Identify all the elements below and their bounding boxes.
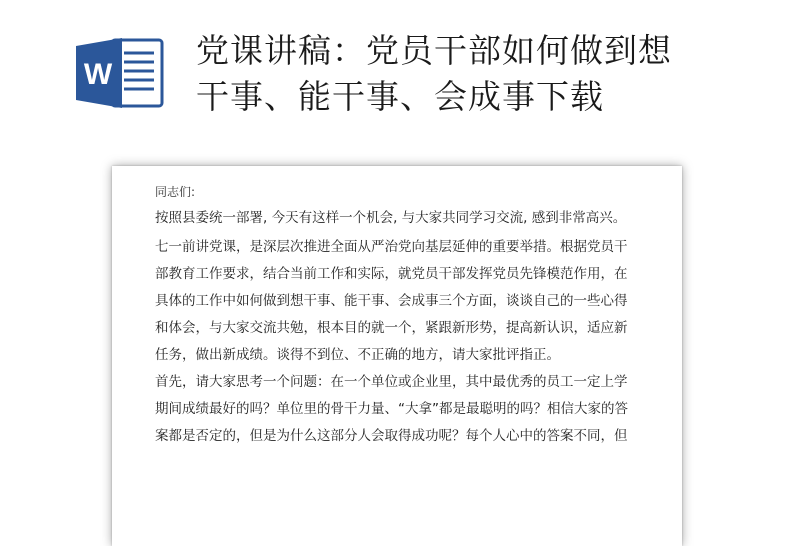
- paragraph-line: 案都是否定的，但是为什么这部分人会取得成功呢？每个人心中的答案不同，但: [155, 428, 628, 444]
- document-body: [155, 184, 651, 450]
- page-title: [196, 28, 756, 120]
- word-icon-letter: W: [83, 58, 113, 91]
- paragraph-1: [155, 208, 651, 228]
- word-document-icon: [72, 36, 164, 110]
- paragraph-2: [155, 234, 651, 369]
- paragraph-line: 部教育工作要求，结合当前工作和实际，就党员干部发挥党员先锋模范作用，在: [155, 266, 628, 282]
- page-title-line-1: 党课讲稿：党员干部如何做到想: [196, 31, 672, 70]
- paragraph-line: 首先，请大家思考一个问题：在一个单位或企业里，其中最优秀的员工一定上学: [155, 374, 628, 390]
- paragraph-line: 和体会，与大家交流共勉，根本目的就一个，紧跟新形势，提高新认识，适应新: [155, 320, 628, 336]
- header: [0, 0, 800, 150]
- paragraph-line: 按照县委统一部署, 今天有这样一个机会, 与大家共同学习交流, 感到非常高兴。: [155, 210, 627, 226]
- paragraph-line: 任务，做出新成绩。谈得不到位、不正确的地方，请大家批评指正。: [155, 347, 560, 363]
- paragraph-line: 具体的工作中如何做到想干事、能干事、会成事三个方面，谈谈自己的一些心得: [155, 293, 628, 309]
- greeting: 同志们:: [155, 185, 196, 199]
- paragraph-line: 七一前讲党课，是深层次推进全面从严治党向基层延伸的重要举措。根据党员干: [155, 239, 628, 255]
- page-title-line-2: 干事、能干事、会成事下载: [196, 77, 604, 116]
- document-page-preview: [112, 166, 682, 546]
- paragraph-3: [155, 369, 651, 450]
- paragraph-line: 期间成绩最好的吗？单位里的骨干力量、“大拿”都是最聪明的吗？相信大家的答: [155, 401, 628, 417]
